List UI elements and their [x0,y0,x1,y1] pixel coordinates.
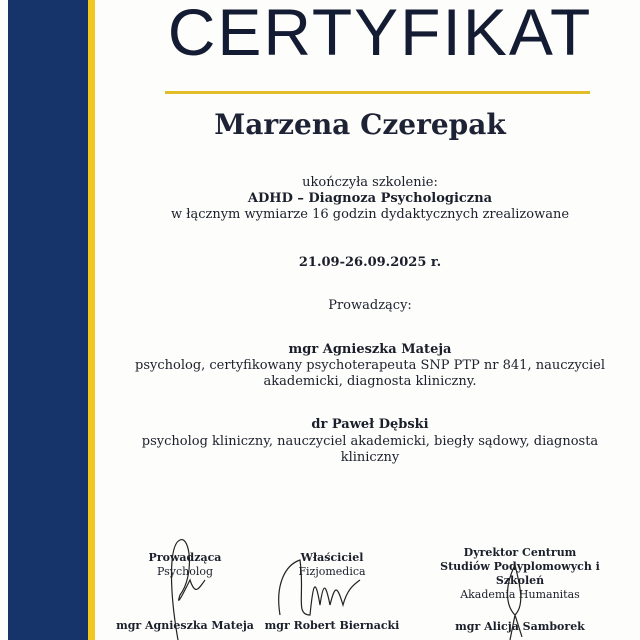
signature-sub: Fizjomedica [298,565,366,578]
title-underline [165,91,590,94]
signature-block [262,551,402,633]
signature-sub: Akademia Humanitas [460,588,580,601]
signature-name: mgr Robert Biernacki [264,619,400,632]
course-dates: 21.09-26.09.2025 r. [298,255,442,270]
recipient-name: Marzena Czerepak [214,108,506,141]
instructor-name: mgr Agnieszka Mateja [288,342,452,357]
instructors-label: Prowadzący: [328,298,412,313]
instructor-desc: psycholog, certyfikowany psychoterapeuta SNP PTP nr 841, nauczyciel [135,358,605,373]
completed-text: ukończyła szkolenie: [302,175,438,190]
instructor-desc: psycholog kliniczny, nauczyciel akademicki, biegły sądowy, diagnosta [141,434,599,449]
navy-side-bar [8,0,88,640]
course-name: ADHD – Diagnoza Psychologiczna [247,191,493,206]
signature-role: Właściciel [300,551,364,564]
signature-name: mgr Agnieszka Mateja [116,619,254,632]
instructor-name: dr Paweł Dębski [311,417,429,432]
signature-role: Dyrektor Centrum [463,546,577,559]
signature-name: mgr Alicja Samborek [455,620,585,633]
signature-role: Prowadząca [148,551,222,564]
signature-block [110,551,260,633]
signature-sub: Psycholog [156,565,213,578]
certificate-title: CERTYFIKAT [167,0,593,69]
instructor-desc: kliniczny [340,450,400,465]
signature-role-2: Studiów Podyplomowych i Szkoleń [440,560,600,587]
instructor-desc: akademicki, diagnosta kliniczny. [263,374,477,389]
gold-side-stripe [88,0,95,640]
signature-block [420,546,620,634]
hours-text: w łącznym wymiarze 16 godzin dydaktycznych zrealizowane [170,207,570,222]
